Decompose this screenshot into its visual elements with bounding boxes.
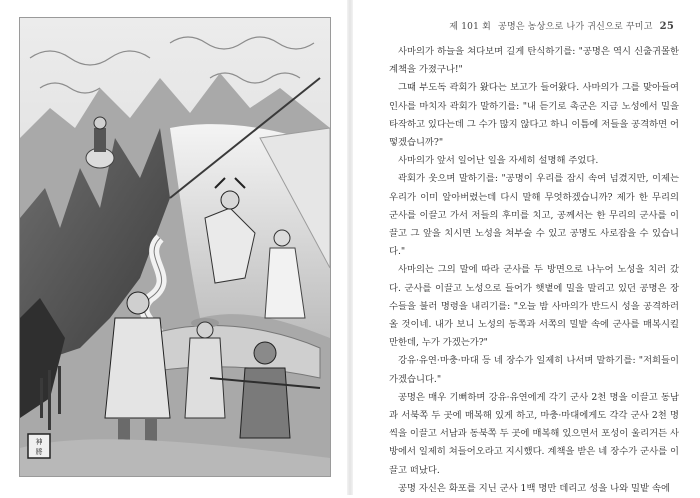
running-header bbox=[449, 19, 674, 32]
left-page bbox=[0, 0, 347, 495]
artist-seal bbox=[28, 434, 50, 458]
page-number: 25 bbox=[659, 21, 674, 32]
paragraph: 사마의가 앞서 일어난 일을 자세히 설명해 주었다. bbox=[398, 155, 599, 167]
paragraph: 사마의는 그의 말에 따라 군사를 두 방면으로 나누어 노성을 치러 갔다. 군사를 이끌고 노성으로 들어가 햇볕에 밀을 말리고 있던 공명은 장수들을 불러 명령을 내리기를: "오늘 밤 사마의가 반드시 성을 공격하러 올 것이네. 내가 보니 노성의 동쪽과 서쪽의 밀밭 속에 군사를 매복시킬 만한데, 누가 가겠는가?" bbox=[389, 264, 679, 349]
body-text bbox=[389, 43, 679, 498]
ink-painting bbox=[20, 18, 330, 476]
right-page bbox=[360, 0, 700, 495]
illustration bbox=[19, 17, 331, 477]
running-title: 공명은 농상으로 나가 귀신으로 꾸미고 bbox=[498, 22, 653, 32]
svg-text:將: 將 bbox=[35, 448, 43, 456]
paragraph: 사마의가 하늘을 쳐다보며 길게 탄식하기를: "공명은 역시 신출귀몰한 계책을 가졌구나!" bbox=[389, 46, 679, 76]
paragraph: 곽회가 웃으며 말하기를: "공명이 우리를 잠시 속여 넘겼지만, 이제는 우리가 이미 알아버렸는데 다시 말해 무엇하겠습니까? 제가 한 무리의 군사를 이끌고 가서 저들의 후미를 치고, 공께서는 한 무리의 군사를 이끌고 그 앞을 치시면 노성을 쳐부술 수 있고 공명도 사로잡을 수 있습니다." bbox=[389, 173, 679, 258]
paragraph: 그때 부도독 곽회가 왔다는 보고가 들어왔다. 사마의가 그를 맞아들여 인사를 마치자 곽회가 말하기를: "내 듣기로 촉군은 지금 노성에서 밀을 타작하고 있다는데 그 수가 많지 않다고 하니 이틈에 저들을 공격하면 어떻겠습니까?" bbox=[389, 82, 679, 149]
paragraph: 강유·유연·마충·마대 등 네 장수가 일제히 나서며 말하기를: "저희들이 가겠습니다." bbox=[389, 355, 679, 385]
paragraph: 공명은 매우 기뻐하며 강유·유연에게 각기 군사 2천 명을 이끌고 동남과 서북쪽 두 곳에 매복해 있게 하고, 마충·마대에게도 각각 군사 2천 명씩을 이끌고 서남과 동북쪽 두 곳에 매복해 있으면서 포성이 울리거든 사방에서 일제히 쳐들어오라고 지시했다. 계책을 받은 네 장수가 군사를 이끌고 떠났다. bbox=[389, 391, 679, 476]
chapter-number: 제 101 회 bbox=[449, 22, 491, 32]
book-gutter bbox=[347, 0, 353, 495]
svg-text:神: 神 bbox=[35, 438, 43, 446]
paragraph: 공명 자신은 화포를 지닌 군사 1백 명만 데리고 성을 나와 밀밭 속에 bbox=[398, 482, 670, 494]
